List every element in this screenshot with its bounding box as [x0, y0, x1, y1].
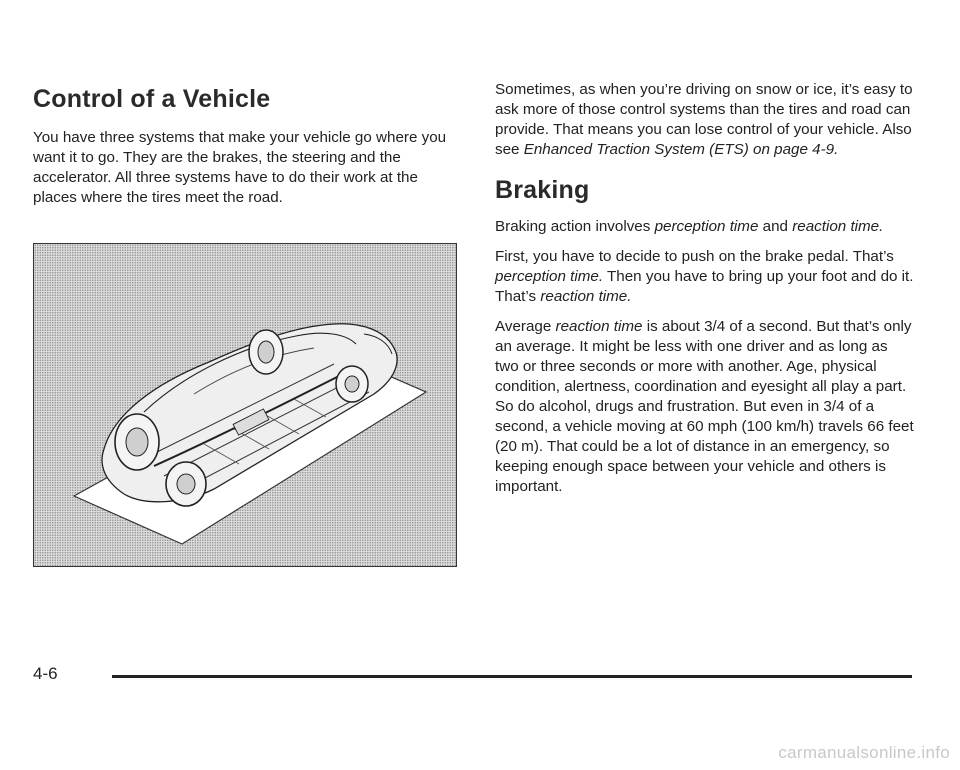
- p2-text-b: Then you have to bring up your foot and do it. That’s: [495, 268, 914, 305]
- control-paragraph: You have three systems that make your vehicle go where you want it to go. They are the brakes, the steering and the accelerator. All three systems have to do their work at the places where the tires meet the road.: [33, 129, 447, 206]
- braking-paragraph-3: [495, 317, 915, 497]
- ets-reference: Enhanced Traction System (ETS) on page 4-9.: [523, 141, 839, 158]
- p2-perception-time: perception time.: [495, 268, 604, 285]
- p3-text-a: Average: [495, 318, 556, 335]
- p1-text-b: and: [758, 218, 793, 235]
- footer-rule: [112, 675, 912, 678]
- page-number: 4-6: [33, 664, 58, 683]
- right-column: [495, 80, 915, 507]
- snow-ice-text: Sometimes, as when you’re driving on snow or ice, it’s easy to ask more of those control systems than the tires and road can provide. That means you can lose control of your vehicle. Also see: [495, 81, 913, 158]
- vehicle-underbody-illustration: [33, 243, 457, 567]
- p1-reaction-time: reaction time.: [792, 218, 884, 235]
- watermark: carmanualsonline.info: [778, 743, 950, 762]
- p2-reaction-time: reaction time.: [540, 288, 632, 305]
- p1-text-a: Braking action involves: [495, 218, 655, 235]
- left-column: [33, 80, 463, 218]
- braking-paragraph-2: [495, 247, 915, 307]
- braking-paragraph-1: [495, 217, 915, 237]
- p3-reaction-time: reaction time: [555, 318, 643, 335]
- section-title-control: Control of a Vehicle: [33, 85, 271, 113]
- section-title-braking: Braking: [495, 176, 590, 204]
- p2-text-a: First, you have to decide to push on the brake pedal. That’s: [495, 248, 894, 265]
- p1-perception-time: perception time: [654, 218, 759, 235]
- snow-ice-paragraph: [495, 80, 915, 160]
- car-drawing: [34, 244, 457, 567]
- p3-text-b: is about 3/4 of a second. But that’s only an average. It might be less with one driver and as long as two or three seconds or more with another. Age, physical condition, alertness, coordination and eyesight all play a part. So do alcohol, drugs and frustration. But even in 3/4 of a second, a vehicle moving at 60 mph (100 km/h) travels 66 feet (20 m). That could be a lot of distance in an emergency, so keeping enough space between your vehicle and others is important.: [495, 318, 914, 495]
